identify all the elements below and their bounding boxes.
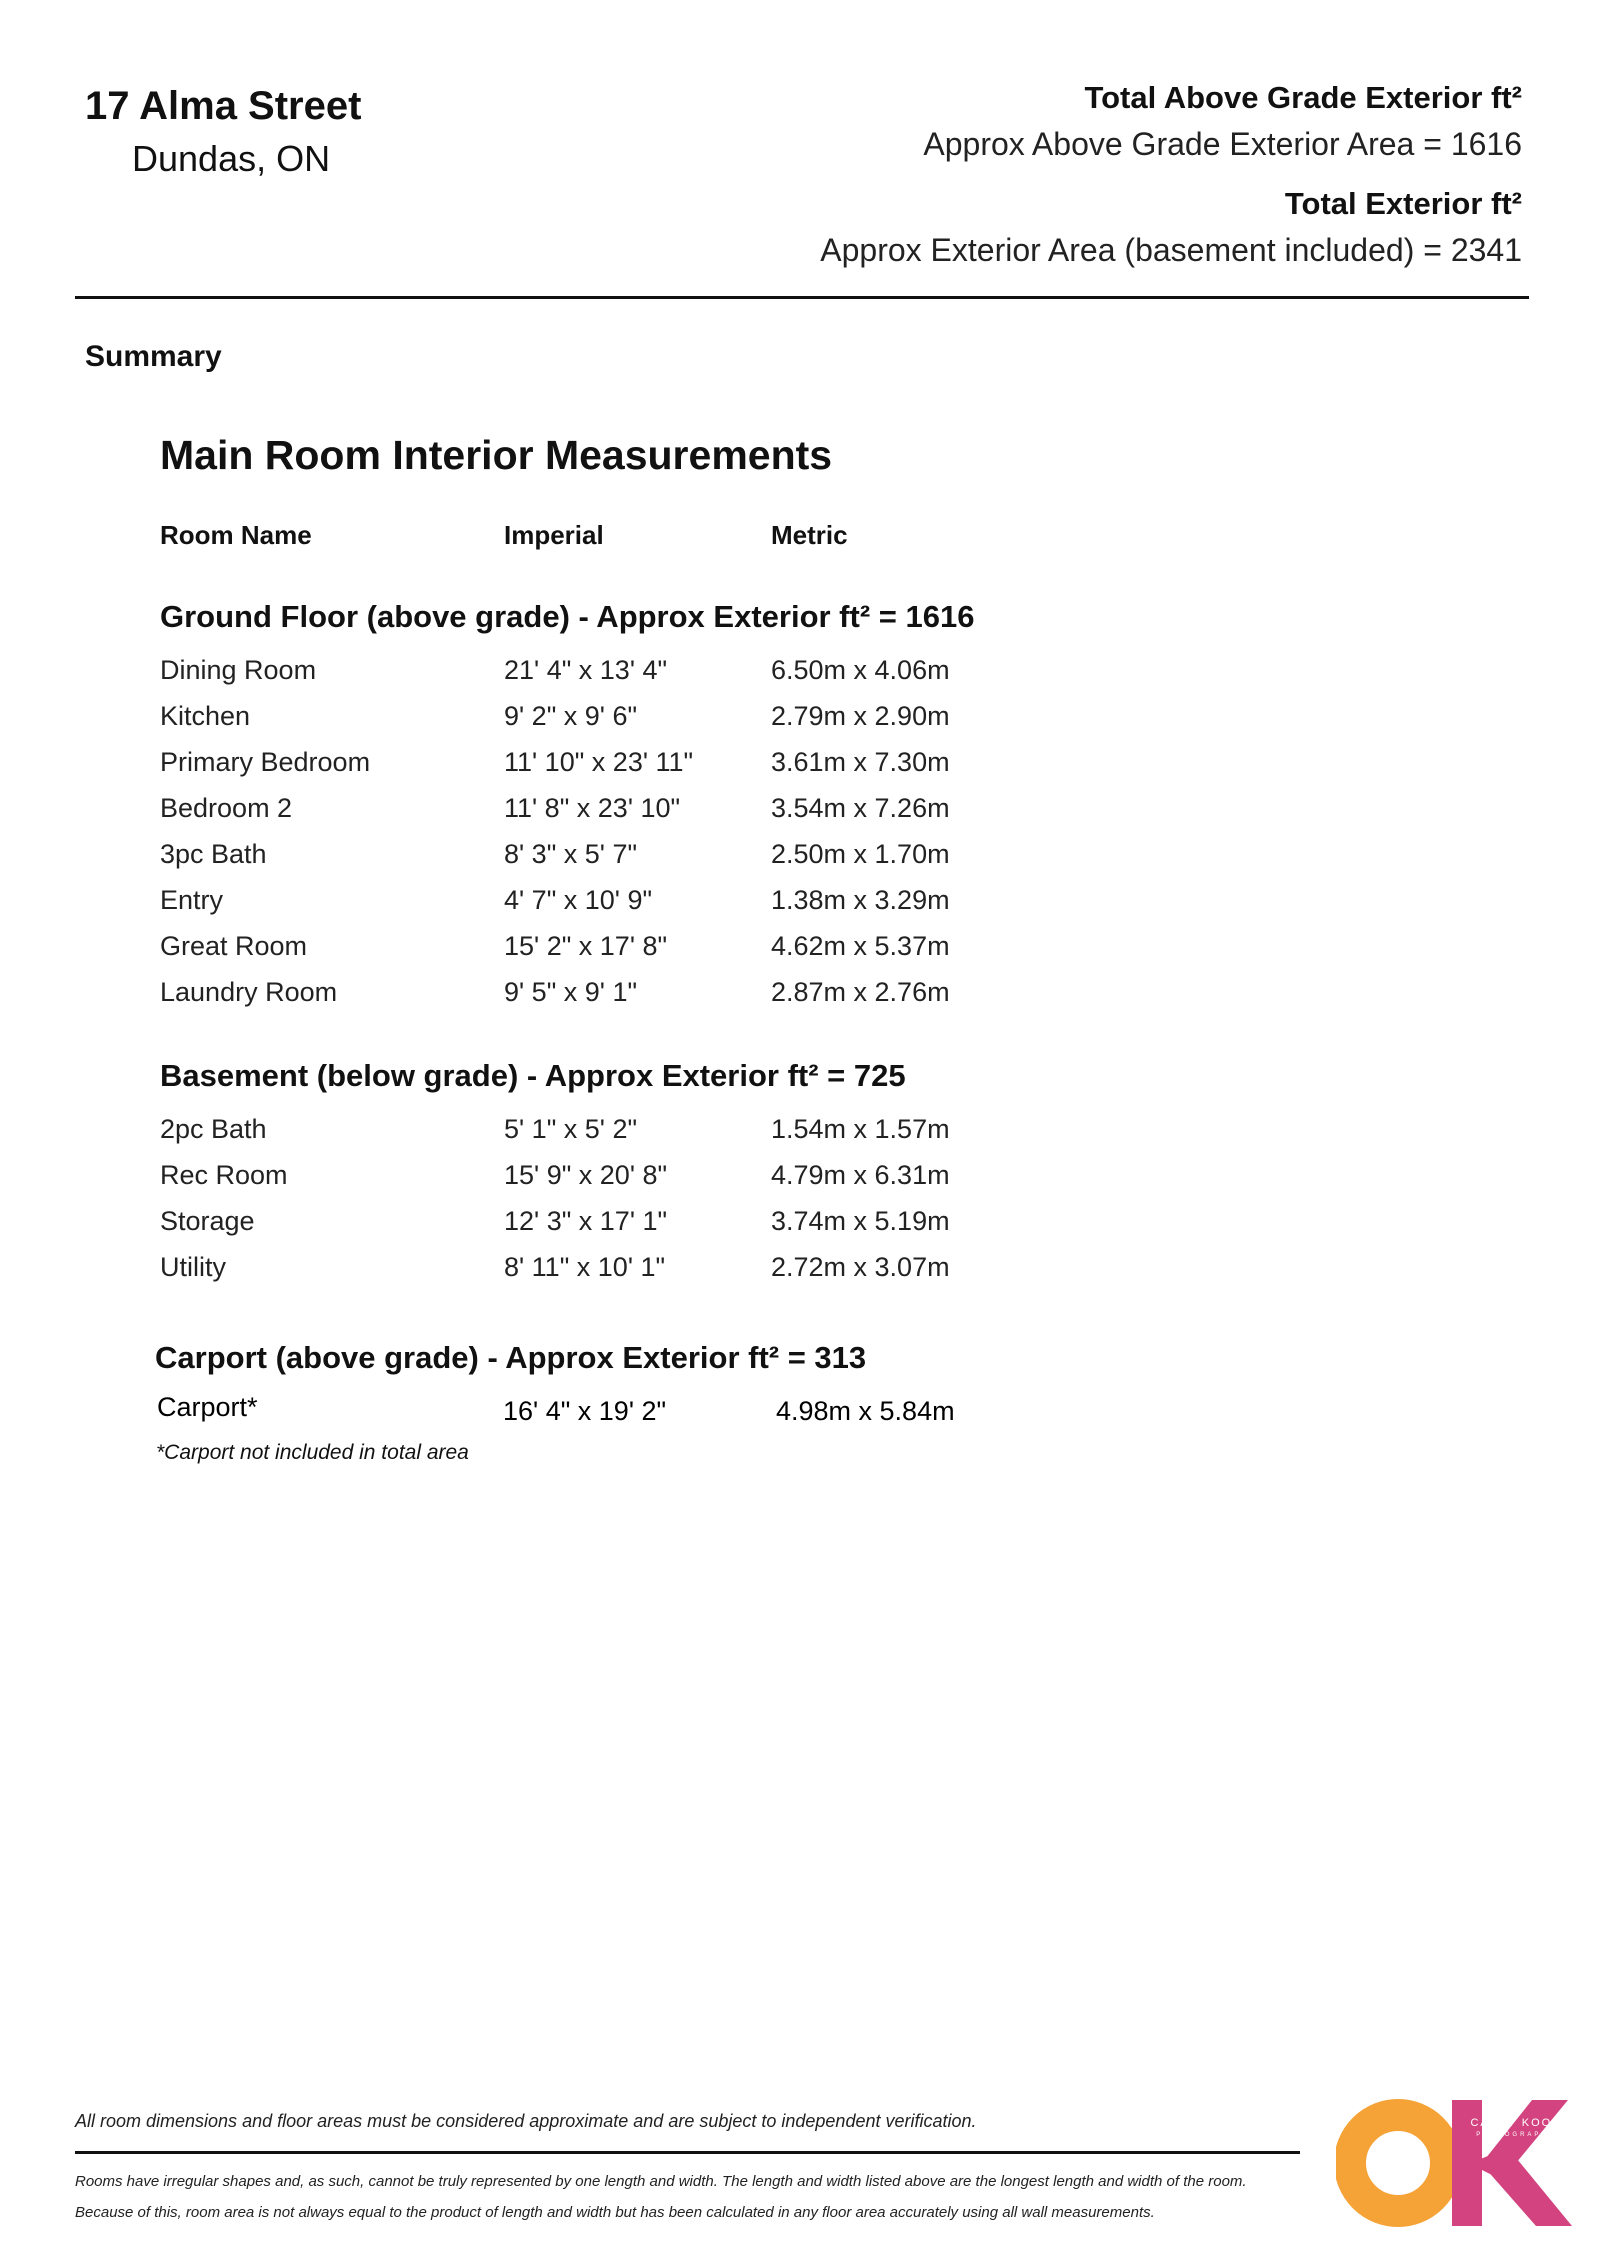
room-metric: 6.50m x 4.06m xyxy=(771,655,950,685)
carport-heading: Carport (above grade) - Approx Exterior ft² = 313 xyxy=(155,1340,867,1375)
room-name: Utility xyxy=(160,1252,226,1282)
header-divider xyxy=(75,296,1529,299)
room-name: Great Room xyxy=(160,931,308,961)
room-name: Kitchen xyxy=(160,701,251,731)
carport-metric: 4.98m x 5.84m xyxy=(776,1396,955,1426)
room-name: Bedroom 2 xyxy=(160,793,293,823)
table-row xyxy=(0,1114,1000,1160)
total-heading: Total Exterior ft² xyxy=(1284,186,1522,221)
room-imperial: 21' 4" x 13' 4" xyxy=(504,655,668,685)
basement-heading: Basement (below grade) - Approx Exterior ft² = 725 xyxy=(160,1058,906,1093)
table-row xyxy=(0,839,1000,885)
room-imperial: 9' 2" x 9' 6" xyxy=(504,701,638,731)
room-metric: 3.74m x 5.19m xyxy=(771,1206,950,1236)
room-metric: 2.50m x 1.70m xyxy=(771,839,950,869)
room-metric: 4.79m x 6.31m xyxy=(771,1160,950,1190)
logo-text-name: CATHY KOOP xyxy=(1470,2117,1562,2129)
room-name: 3pc Bath xyxy=(160,839,267,869)
disclaimer-approximate: All room dimensions and floor areas must be considered approximate and are subject to independent verification. xyxy=(75,2111,977,2131)
room-imperial: 15' 2" x 17' 8" xyxy=(504,931,668,961)
table-row xyxy=(0,1160,1000,1206)
total-above-value: Approx Above Grade Exterior Area = 1616 xyxy=(923,126,1522,162)
room-name: Dining Room xyxy=(160,655,317,685)
room-metric: 1.38m x 3.29m xyxy=(771,885,950,915)
room-imperial: 4' 7" x 10' 9" xyxy=(504,885,653,915)
column-room-name: Room Name xyxy=(160,520,312,550)
table-row xyxy=(0,1206,1000,1252)
room-metric: 2.72m x 3.07m xyxy=(771,1252,950,1282)
total-value: Approx Exterior Area (basement included) = 2341 xyxy=(820,232,1522,268)
room-metric: 3.54m x 7.26m xyxy=(771,793,950,823)
main-title: Main Room Interior Measurements xyxy=(160,432,833,478)
room-imperial: 8' 3" x 5' 7" xyxy=(504,839,638,869)
table-row xyxy=(0,931,1000,977)
room-imperial: 11' 8" x 23' 10" xyxy=(504,793,681,823)
column-metric: Metric xyxy=(771,520,848,550)
table-row xyxy=(0,885,1000,931)
disclaimer-area-calculation: Because of this, room area is not always equal to the product of length and width but has been calculated in any floor area accurately using all wall measurements. xyxy=(75,2204,1155,2221)
room-metric: 2.79m x 2.90m xyxy=(771,701,950,731)
property-street: 17 Alma Street xyxy=(85,84,362,128)
cathy-koop-logo xyxy=(1336,2098,1572,2228)
table-row xyxy=(0,793,1000,839)
room-metric: 2.87m x 2.76m xyxy=(771,977,950,1007)
summary-label: Summary xyxy=(85,340,222,373)
room-name: Rec Room xyxy=(160,1160,288,1190)
room-metric: 1.54m x 1.57m xyxy=(771,1114,950,1144)
table-row xyxy=(0,655,1000,701)
room-imperial: 11' 10" x 23' 11" xyxy=(504,747,694,777)
property-city: Dundas, ON xyxy=(132,138,331,179)
ground-floor-heading: Ground Floor (above grade) - Approx Exterior ft² = 1616 xyxy=(160,599,975,634)
room-metric: 3.61m x 7.30m xyxy=(771,747,950,777)
room-imperial: 12' 3" x 17' 1" xyxy=(504,1206,668,1236)
room-name: Laundry Room xyxy=(160,977,338,1007)
disclaimer-irregular-shapes: Rooms have irregular shapes and, as such, cannot be truly represented by one length and width. The length and width listed above are the longest length and width of the room. xyxy=(75,2173,1247,2190)
total-above-heading: Total Above Grade Exterior ft² xyxy=(1084,80,1522,115)
room-name: 2pc Bath xyxy=(160,1114,267,1144)
room-imperial: 15' 9" x 20' 8" xyxy=(504,1160,668,1190)
carport-note: *Carport not included in total area xyxy=(156,1441,469,1464)
table-row xyxy=(0,701,1000,747)
room-imperial: 5' 1" x 5' 2" xyxy=(504,1114,638,1144)
room-imperial: 8' 11" x 10' 1" xyxy=(504,1252,666,1282)
room-name: Entry xyxy=(160,885,224,915)
room-name: Storage xyxy=(160,1206,255,1236)
logo-text-photography: PHOTOGRAPHY xyxy=(1476,2132,1556,2138)
logo-o-shape xyxy=(1350,2115,1446,2211)
room-metric: 4.62m x 5.37m xyxy=(771,931,950,961)
table-row xyxy=(0,977,1000,1023)
room-name: Primary Bedroom xyxy=(160,747,371,777)
carport-imperial: 16' 4" x 19' 2" xyxy=(503,1396,667,1426)
room-imperial: 9' 5" x 9' 1" xyxy=(504,977,638,1007)
table-row xyxy=(0,747,1000,793)
carport-name: Carport* xyxy=(157,1392,258,1422)
footer-divider xyxy=(75,2151,1300,2154)
table-row xyxy=(0,1252,1000,1298)
column-imperial: Imperial xyxy=(504,520,604,550)
